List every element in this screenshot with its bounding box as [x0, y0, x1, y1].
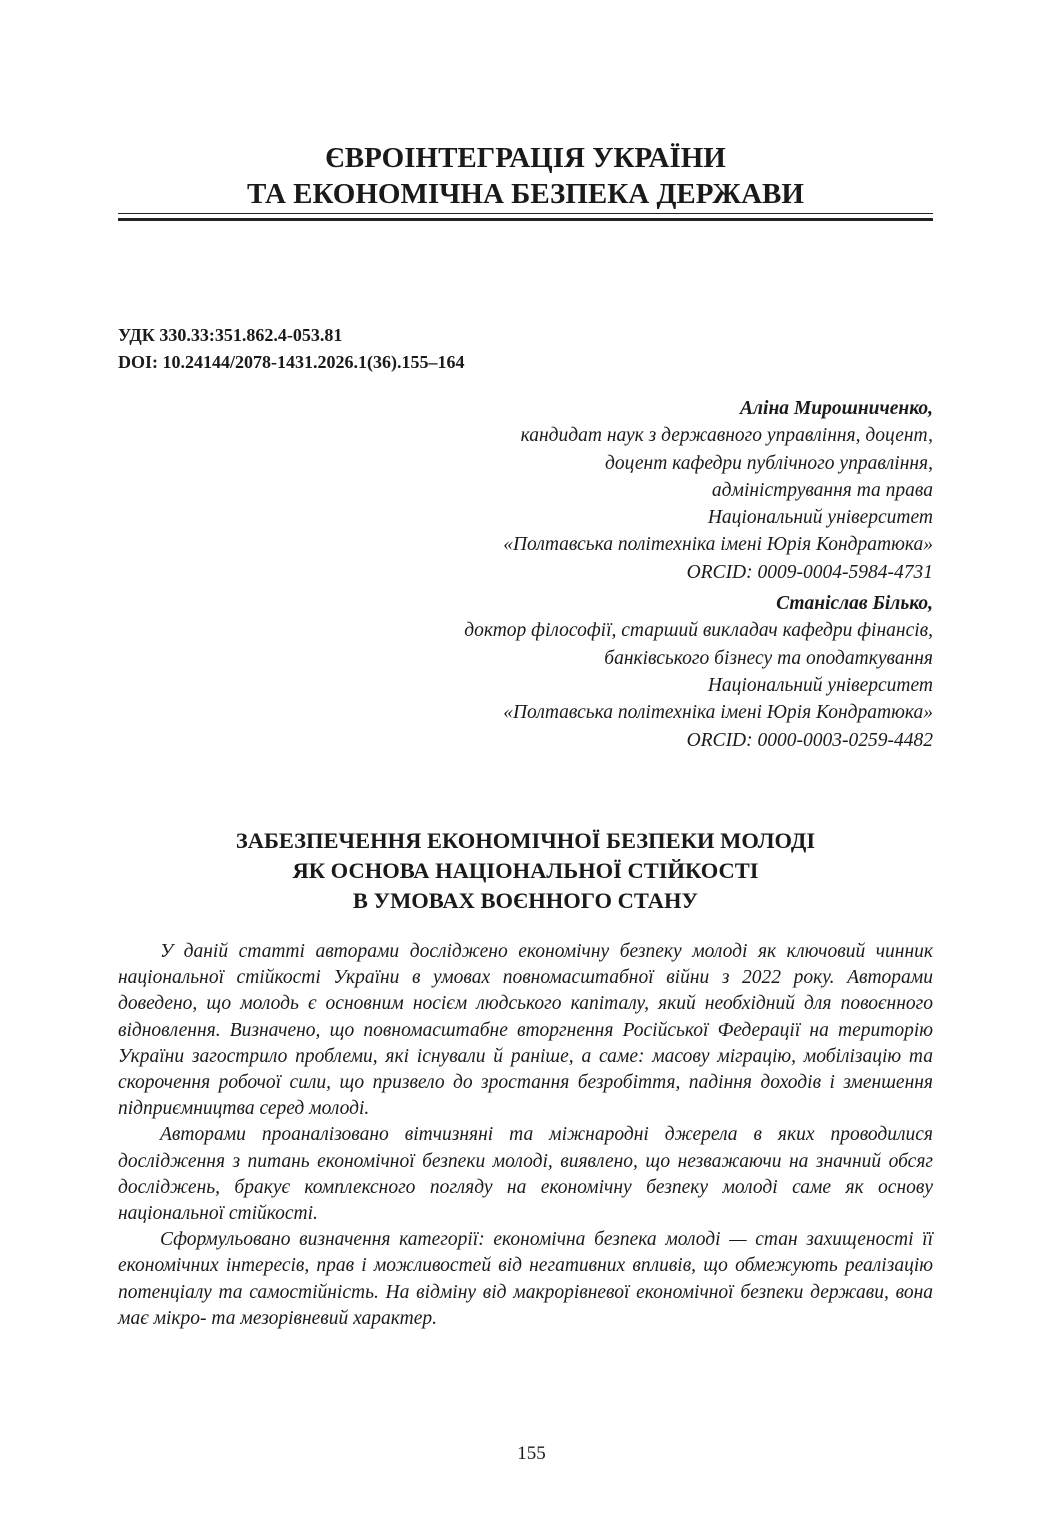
author-affiliation-line: доктор філософії, старший викладач кафедри фінансів, — [464, 620, 933, 642]
author-affiliation-line: «Полтавська політехніка імені Юрія Кондратюка» — [503, 534, 933, 556]
udk-code: УДК 330.33:351.862.4-053.81 — [118, 325, 343, 345]
author-orcid: ORCID: 0009-0004-5984-4731 — [686, 561, 933, 583]
section-header-line-2: ТА ЕКОНОМІЧНА БЕЗПЕКА ДЕРЖАВИ — [247, 178, 804, 210]
page-number: 155 — [517, 1443, 546, 1464]
abstract-paragraph: Сформульовано визначення категорії: економічна безпека молоді — стан захищеності її економічних інтересів, прав і можливостей від негативних впливів, що обмежують реалізацію потенціалу та самостійність. На відміну від макрорівневої економічної безпеки держави, вона має мікро- та мезорівневий характер. — [118, 1229, 933, 1329]
doi-code: DOI: 10.24144/2078-1431.2026.1(36).155–164 — [118, 352, 465, 372]
author-affiliation-line: доцент кафедри публічного управління, — [605, 452, 933, 474]
author-name: Станіслав Білько, — [776, 593, 933, 615]
article-title-line-2: ЯК ОСНОВА НАЦІОНАЛЬНОЇ СТІЙКОСТІ — [292, 858, 759, 883]
author-orcid: ORCID: 0000-0003-0259-4482 — [686, 729, 933, 751]
abstract-paragraph: У даній статті авторами досліджено економічну безпеку молоді як ключовий чинник національної стійкості України в умовах повномасштабної війни з 2022 року. Авторами доведено, що молодь є основним носієм людського капіталу, який необхідний для повоєнного відновлення. Визначено, що повномасштабне вторгнення Російської Федерації на територію України загострило проблеми, які існували й раніше, а саме: масову міграцію, мобілізацію та скорочення робочої сили, що призвело до зростання безробіття, падіння доходів і зменшення підприємництва серед молоді. — [118, 941, 933, 1120]
author-affiliation-line: Національний університет — [707, 507, 933, 529]
author-1 — [233, 395, 933, 586]
author-affiliation-line: банківського бізнесу та оподаткування — [604, 647, 933, 669]
classification-codes — [118, 322, 818, 376]
abstract — [118, 939, 933, 1332]
author-name: Аліна Мирошниченко, — [740, 398, 933, 419]
author-affiliation-line: «Полтавська політехніка імені Юрія Кондратюка» — [503, 702, 933, 724]
author-affiliation-line: Національний університет — [707, 674, 933, 696]
article-title-line-1: ЗАБЕЗПЕЧЕННЯ ЕКОНОМІЧНОЇ БЕЗПЕКИ МОЛОДІ — [235, 828, 816, 853]
header-rule-thin — [118, 213, 933, 214]
author-2 — [233, 590, 933, 754]
article-title-line-3: В УМОВАХ ВОЄННОГО СТАНУ — [352, 888, 699, 913]
section-header-line-1: ЄВРОІНТЕГРАЦІЯ УКРАЇНИ — [325, 142, 726, 174]
author-affiliation-line: кандидат наук з державного управління, доцент, — [520, 425, 933, 447]
article-title — [118, 826, 933, 916]
author-affiliation-line: адміністрування та права — [711, 479, 933, 501]
section-header — [118, 140, 933, 212]
authors-block — [233, 395, 933, 754]
header-rule-thick — [118, 218, 933, 221]
abstract-paragraph: Авторами проаналізовано вітчизняні та міжнародні джерела в яких проводилися дослідження з питань економічної безпеки молоді, виявлено, що незважаючи на значний обсяг досліджень, бракує комплексного погляду на економічну безпеку молоді саме як основу національної стійкості. — [118, 1124, 933, 1225]
